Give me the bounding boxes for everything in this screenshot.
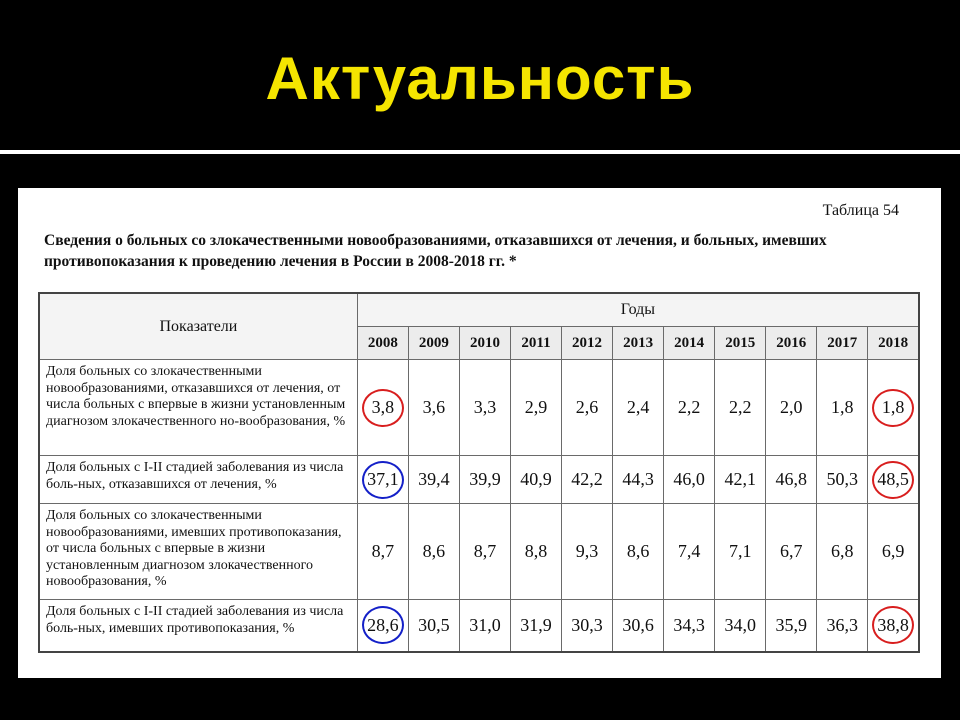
value-cell — [459, 360, 510, 456]
value-cell — [766, 504, 817, 600]
value-cell — [664, 504, 715, 600]
cell-value: 2,2 — [728, 397, 752, 417]
year-header-2018: 2018 — [868, 327, 919, 360]
value-cell — [715, 504, 766, 600]
indicator-header: Показатели — [39, 293, 357, 360]
row-label: Доля больных с I-II стадией заболевания из числа боль-ных, отказавшихся от лечения, % — [39, 456, 357, 504]
value-cell — [613, 504, 664, 600]
value-cell — [817, 600, 868, 652]
blue-highlight-circle — [362, 461, 404, 499]
value-cell — [510, 504, 561, 600]
cell-value: 34,3 — [673, 614, 705, 635]
cell-value: 2,2 — [677, 397, 701, 417]
year-header-2016: 2016 — [766, 327, 817, 360]
cell-value: 6,9 — [881, 541, 905, 561]
value-cell — [817, 456, 868, 504]
cell-value: 42,1 — [724, 469, 756, 489]
value-cell — [510, 456, 561, 504]
table-number: Таблица 54 — [822, 202, 899, 219]
value-cell — [715, 600, 766, 652]
value-cell — [715, 456, 766, 504]
value-cell — [510, 600, 561, 652]
value-cell — [868, 600, 919, 652]
cell-value: 2,0 — [779, 397, 803, 417]
value-cell — [357, 600, 408, 652]
table-row — [39, 360, 919, 456]
slide-title: Актуальность — [265, 45, 695, 112]
cell-value: 35,9 — [775, 614, 807, 635]
red-highlight-circle — [872, 461, 914, 499]
table-row — [39, 600, 919, 652]
year-header-2017: 2017 — [817, 327, 868, 360]
cell-value: 36,3 — [826, 614, 859, 635]
cell-value: 8,8 — [524, 541, 548, 561]
value-cell — [817, 504, 868, 600]
value-cell — [562, 600, 613, 652]
value-cell — [562, 360, 613, 456]
value-cell — [408, 360, 459, 456]
cell-value: 8,7 — [473, 541, 497, 561]
statistics-table — [38, 292, 920, 653]
years-header: Годы — [357, 293, 919, 327]
cell-value: 38,8 — [877, 614, 909, 635]
cell-value: 34,0 — [724, 614, 756, 635]
year-header-2012: 2012 — [562, 327, 613, 360]
cell-value: 40,9 — [520, 469, 552, 489]
cell-value: 28,6 — [367, 614, 399, 635]
value-cell — [868, 456, 919, 504]
cell-value: 37,1 — [367, 469, 399, 489]
cell-value: 6,8 — [831, 541, 854, 561]
table-body — [39, 360, 919, 652]
row-label: Доля больных со злокачественными новообразованиями, отказавшихся от лечения, от числа больных с впервые в жизни установленным диагнозом злокачественного но-вообразования, % — [39, 360, 357, 456]
value-cell — [664, 600, 715, 652]
cell-value: 8,6 — [626, 541, 650, 561]
blue-highlight-circle — [362, 606, 404, 644]
value-cell — [766, 360, 817, 456]
value-cell — [459, 600, 510, 652]
year-header-2015: 2015 — [715, 327, 766, 360]
cell-value: 42,2 — [571, 469, 603, 489]
cell-value: 46,8 — [775, 469, 807, 489]
cell-value: 2,9 — [524, 397, 548, 417]
cell-value: 8,7 — [371, 541, 395, 561]
cell-value: 30,6 — [622, 614, 654, 635]
cell-value: 44,3 — [622, 469, 654, 489]
value-cell — [868, 504, 919, 600]
table-row — [39, 504, 919, 600]
cell-value: 39,9 — [469, 469, 501, 489]
cell-value: 3,8 — [371, 397, 395, 417]
cell-value: 48,5 — [877, 469, 909, 489]
value-cell — [459, 456, 510, 504]
value-cell — [613, 456, 664, 504]
cell-value: 3,3 — [473, 397, 497, 417]
year-header-2009: 2009 — [408, 327, 459, 360]
red-highlight-circle — [872, 606, 914, 644]
cell-value: 50,3 — [826, 469, 859, 489]
cell-value: 46,0 — [673, 469, 705, 489]
table-caption: Сведения о больных со злокачественными новообразованиями, отказавшихся от лечения, и больных, имевших противопоказания к проведению лечения в России в 2008-2018 гг. * — [44, 232, 827, 270]
value-cell — [357, 504, 408, 600]
year-header-2014: 2014 — [664, 327, 715, 360]
value-cell — [664, 360, 715, 456]
cell-value: 2,6 — [575, 397, 599, 417]
cell-value: 2,4 — [626, 397, 650, 417]
value-cell — [459, 504, 510, 600]
value-cell — [613, 600, 664, 652]
value-cell — [817, 360, 868, 456]
cell-value: 1,8 — [831, 397, 854, 417]
year-header-2011: 2011 — [510, 327, 561, 360]
cell-value: 7,4 — [677, 541, 701, 561]
value-cell — [510, 360, 561, 456]
red-highlight-circle — [872, 389, 914, 427]
cell-value: 31,9 — [520, 614, 552, 635]
value-cell — [562, 504, 613, 600]
value-cell — [562, 456, 613, 504]
cell-value: 30,5 — [418, 614, 450, 635]
value-cell — [408, 456, 459, 504]
value-cell — [357, 360, 408, 456]
year-header-2013: 2013 — [613, 327, 664, 360]
value-cell — [357, 456, 408, 504]
value-cell — [868, 360, 919, 456]
cell-value: 1,8 — [881, 397, 905, 417]
value-cell — [664, 456, 715, 504]
year-header-2010: 2010 — [459, 327, 510, 360]
value-cell — [408, 504, 459, 600]
cell-value: 31,0 — [469, 614, 501, 635]
row-label: Доля больных со злокачественными новообразованиями, имевших противопоказания, от числа больных с впервые в жизни установленным диагнозом злокачественного новообразования, % — [39, 504, 357, 600]
value-cell — [715, 360, 766, 456]
red-highlight-circle — [362, 389, 404, 427]
table-row — [39, 456, 919, 504]
document-scan — [18, 188, 941, 678]
cell-value: 8,6 — [422, 541, 446, 561]
value-cell — [766, 456, 817, 504]
cell-value: 30,3 — [571, 614, 603, 635]
value-cell — [408, 600, 459, 652]
row-label: Доля больных с I-II стадией заболевания из числа боль-ных, имевших противопоказания, % — [39, 600, 357, 652]
cell-value: 3,6 — [422, 397, 446, 417]
year-header-2008: 2008 — [357, 327, 408, 360]
title-divider — [0, 150, 960, 154]
cell-value: 6,7 — [779, 541, 803, 561]
cell-value: 7,1 — [728, 541, 752, 561]
value-cell — [766, 600, 817, 652]
cell-value: 39,4 — [418, 469, 450, 489]
value-cell — [613, 360, 664, 456]
cell-value: 9,3 — [575, 541, 599, 561]
